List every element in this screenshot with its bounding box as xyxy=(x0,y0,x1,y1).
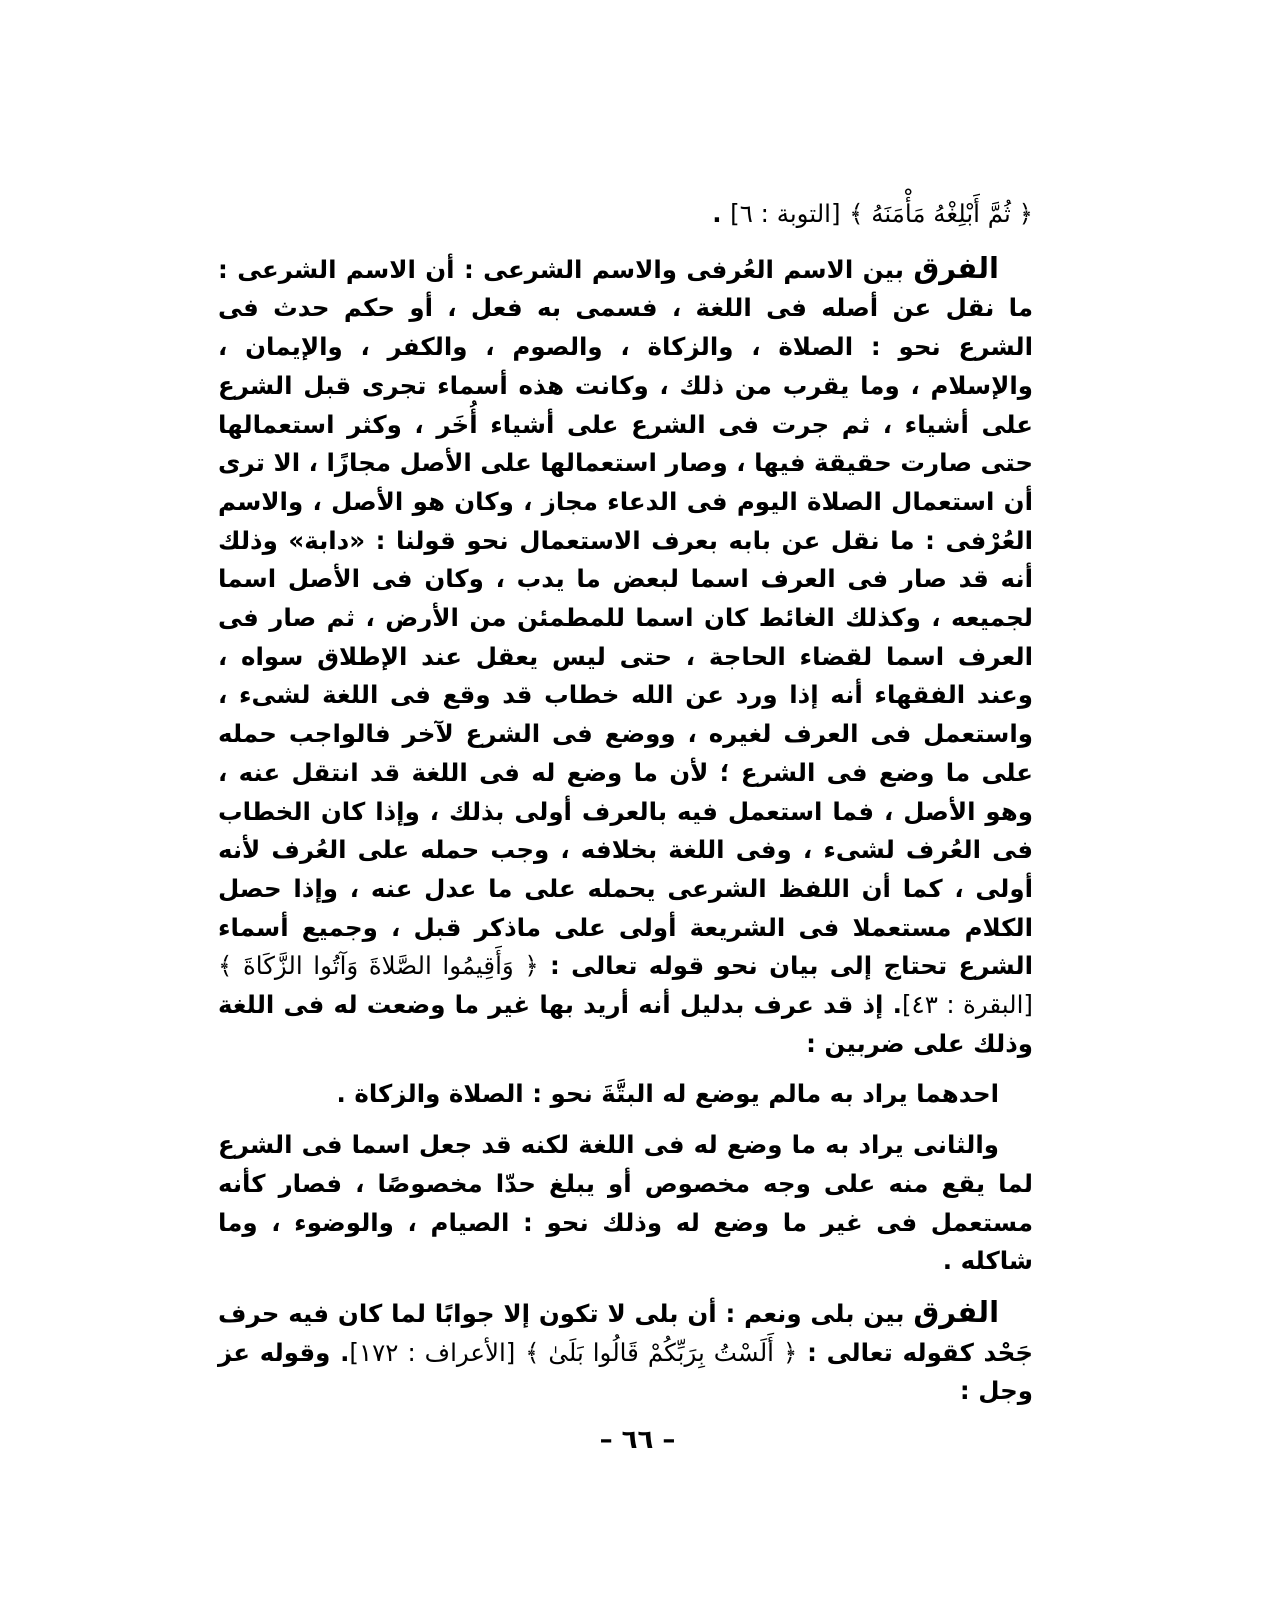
section-heading-word: الفرق xyxy=(913,1294,1000,1329)
page-body xyxy=(218,195,1033,1411)
section-urfi-sharii xyxy=(218,249,1033,1064)
section-heading-word: الفرق xyxy=(913,250,999,285)
verse-citation-baqarah: [البقرة : ٤٣] xyxy=(901,990,1033,1020)
page-number: – ٦٦ – xyxy=(599,1425,676,1455)
section-bala-naam xyxy=(218,1293,1033,1411)
top-quote-end: . xyxy=(712,199,731,228)
top-quote xyxy=(218,195,1033,234)
quran-verse-tawbah: ﴿ ثُمَّ أَبْلِغْهُ مَأْمَنَهُ ﴾ xyxy=(849,199,1033,228)
second-kind-paragraph: والثانى يراد به ما وضع له فى اللغة لكنه قد جعل اسما فى الشرع لما يقع منه على وجه مخصوص أو يبلغ حدّا مخصوصًا ، فصار كأنه مستعمل فى غير ما وضع له وذلك نحو : الصيام ، والوضوء ، وما شاكله . xyxy=(218,1130,1033,1276)
section-urfi-sharii-text: بين الاسم العُرفى والاسم الشرعى : أن الاسم الشرعى : ما نقل عن أصله فى اللغة ، فسمى به فعل ، أو حكم حدث فى الشرع نحو : الصلاة ، والزكاة ، والصوم ، والكفر ، والإيمان ، والإسلام ، وما يقرب من ذلك ، وكانت هذه أسماء تجرى قبل الشرع على أشياء ، ثم جرت فى الشرع على أشياء أُخَر ، وكثر استعمالها حتى صارت حقيقة فيها ، وصار استعمالها على الأصل مجازًا ، الا ترى أن استعمال الصلاة اليوم فى الدعاء مجاز ، وكان هو الأصل ، والاسم العُرْفى : ما نقل عن بابه بعرف الاستعمال نحو قولنا : «دابة» وذلك أنه قد صار فى العرف اسما لبعض ما يدب ، وكان فى الأصل اسما لجميعه ، وكذلك الغائط كان اسما للمطمئن من الأرض ، ثم صار فى العرف اسما لقضاء الحاجة ، حتى ليس يعقل عند الإطلاق سواه ، وعند الفقهاء أنه إذا ورد عن الله خطاب قد وقع فى اللغة لشىء ، واستعمل فى العرف لغيره ، ووضع فى الشرع لآخر فالواجب حمله على ما وضع فى الشرع ؛ لأن ما وضع له فى اللغة قد انتقل عنه ، وهو الأصل ، فما استعمل فيه بالعرف أولى بذلك ، وإذا كان الخطاب فى العُرف لشىء ، وفى اللغة بخلافه ، وجب حمله على العُرف لأنه أولى ، كما أن اللفظ الشرعى يحمله على ما عدل عنه ، وإذا حصل الكلام مستعملا فى الشريعة أولى على ماذكر قبل ، وجميع أسماء الشرع تحتاج إلى بيان نحو قوله تعالى : xyxy=(218,254,1034,981)
verse-citation-araf: [الأعراف : ١٧٢] xyxy=(349,1337,516,1367)
verse-citation-tawbah: [التوبة : ٦] xyxy=(730,199,841,228)
quran-verse-araf: ﴿ أَلَسْتُ بِرَبِّكُمْ قَالُوا بَلَىٰ ﴾ xyxy=(525,1337,798,1367)
first-kind-paragraph: احدهما يراد به مالم يوضع له البتَّةَ نحو : الصلاة والزكاة . xyxy=(336,1079,999,1109)
section-urfi-sharii-continuation: . إذ قد عرف بدليل أنه أريد بها غير ما وضعت له فى اللغة وذلك على ضربين : xyxy=(218,990,1033,1058)
quran-verse-baqarah: ﴿ وَأَقِيمُوا الصَّلاةَ وَآتُوا الزَّكَاةَ ﴾ xyxy=(218,951,539,981)
section-bala-naam-continuation: . وقوله عز وجل : xyxy=(218,1337,1033,1406)
section-bala-naam-text: بين بلى ونعم : أن بلى لا تكون إلا جوابًا لما كان فيه حرف جَحْد كقوله تعالى : xyxy=(218,1298,1033,1367)
